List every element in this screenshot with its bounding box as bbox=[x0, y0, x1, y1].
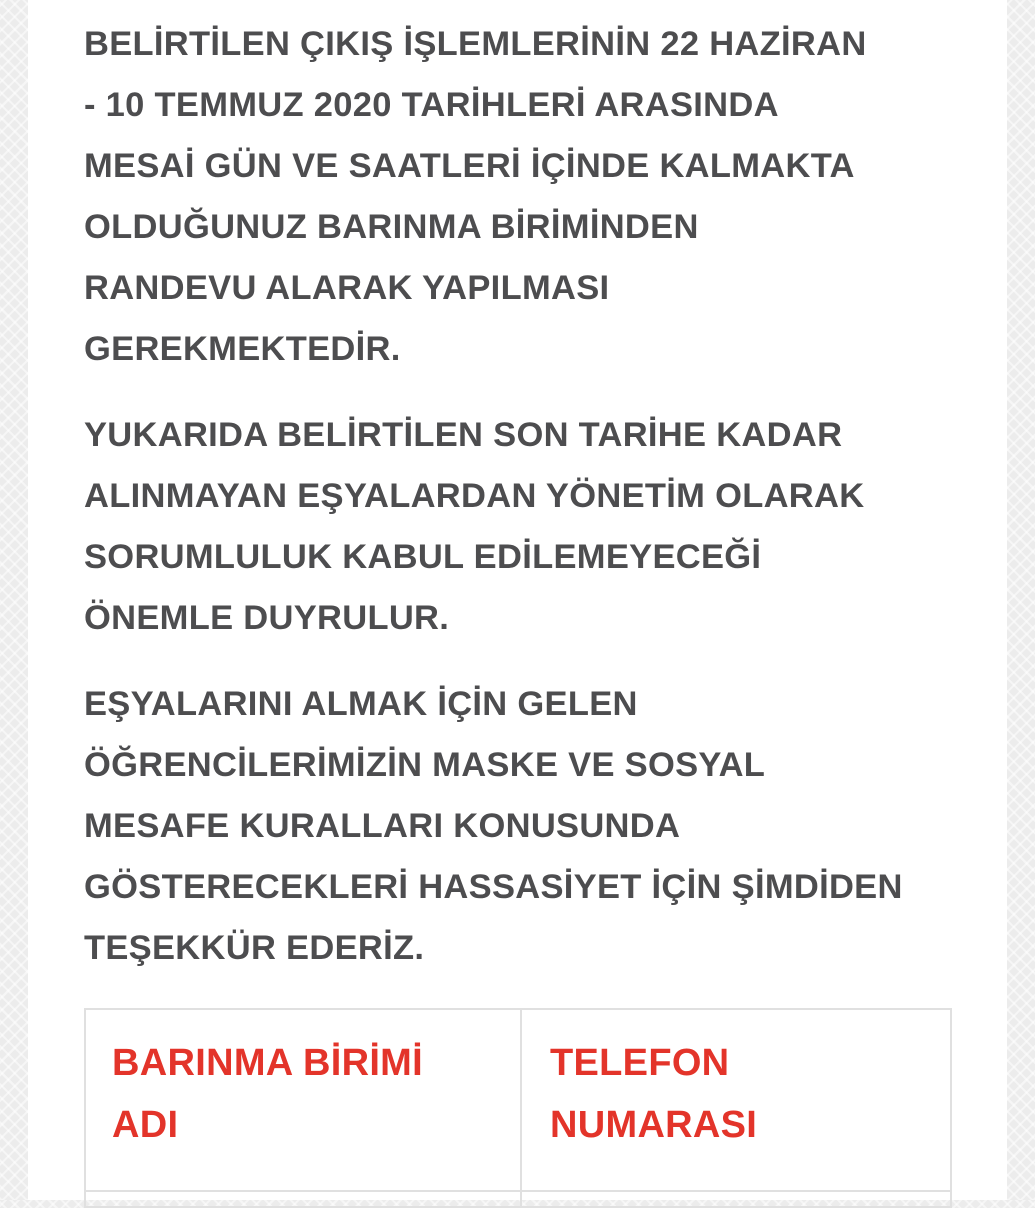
article-page bbox=[28, 0, 1007, 1200]
table-header-phone-number bbox=[550, 1032, 757, 1156]
paragraph-line: MESAİ GÜN VE SAATLERİ İÇİNDE KALMAKTA bbox=[84, 147, 855, 185]
table-header-line: ADI bbox=[112, 1104, 179, 1146]
paragraph-line: MESAFE KURALLARI KONUSUNDA bbox=[84, 807, 681, 845]
paragraph-line: ÖNEMLE DUYRULUR. bbox=[84, 599, 450, 637]
paragraph-line: - 10 TEMMUZ 2020 TARİHLERİ ARASINDA bbox=[84, 86, 779, 124]
paragraph-line: GÖSTERECEKLERİ HASSASİYET İÇİN ŞİMDİDEN bbox=[84, 868, 903, 906]
paragraph-line: BELİRTİLEN ÇIKIŞ İŞLEMLERİNİN 22 HAZİRAN bbox=[84, 25, 867, 63]
table-header-line: TELEFON bbox=[550, 1042, 730, 1084]
table-header-unit-name bbox=[112, 1032, 423, 1156]
paragraph-line: RANDEVU ALARAK YAPILMASI bbox=[84, 269, 610, 307]
table-header-line: NUMARASI bbox=[550, 1104, 758, 1146]
paragraph-pickup-dates bbox=[84, 14, 964, 380]
paragraph-line: ALINMAYAN EŞYALARDAN YÖNETİM OLARAK bbox=[84, 477, 865, 515]
table-column-divider bbox=[520, 1010, 522, 1206]
paragraph-line: GEREKMEKTEDİR. bbox=[84, 330, 401, 368]
contact-table bbox=[84, 1008, 952, 1208]
announcement-body bbox=[84, 14, 964, 1004]
paragraph-line: TEŞEKKÜR EDERİZ. bbox=[84, 929, 425, 967]
paragraph-line: EŞYALARINI ALMAK İÇİN GELEN bbox=[84, 685, 638, 723]
paragraph-line: YUKARIDA BELİRTİLEN SON TARİHE KADAR bbox=[84, 416, 843, 454]
table-row-divider bbox=[86, 1190, 950, 1192]
paragraph-line: OLDUĞUNUZ BARINMA BİRİMİNDEN bbox=[84, 208, 699, 246]
table-header-line: BARINMA BİRİMİ bbox=[112, 1042, 423, 1084]
paragraph-line: SORUMLULUK KABUL EDİLEMEYECEĞİ bbox=[84, 538, 762, 576]
paragraph-safety-thanks bbox=[84, 674, 964, 979]
paragraph-line: ÖĞRENCİLERİMİZİN MASKE VE SOSYAL bbox=[84, 746, 766, 784]
paragraph-responsibility-notice bbox=[84, 405, 964, 649]
